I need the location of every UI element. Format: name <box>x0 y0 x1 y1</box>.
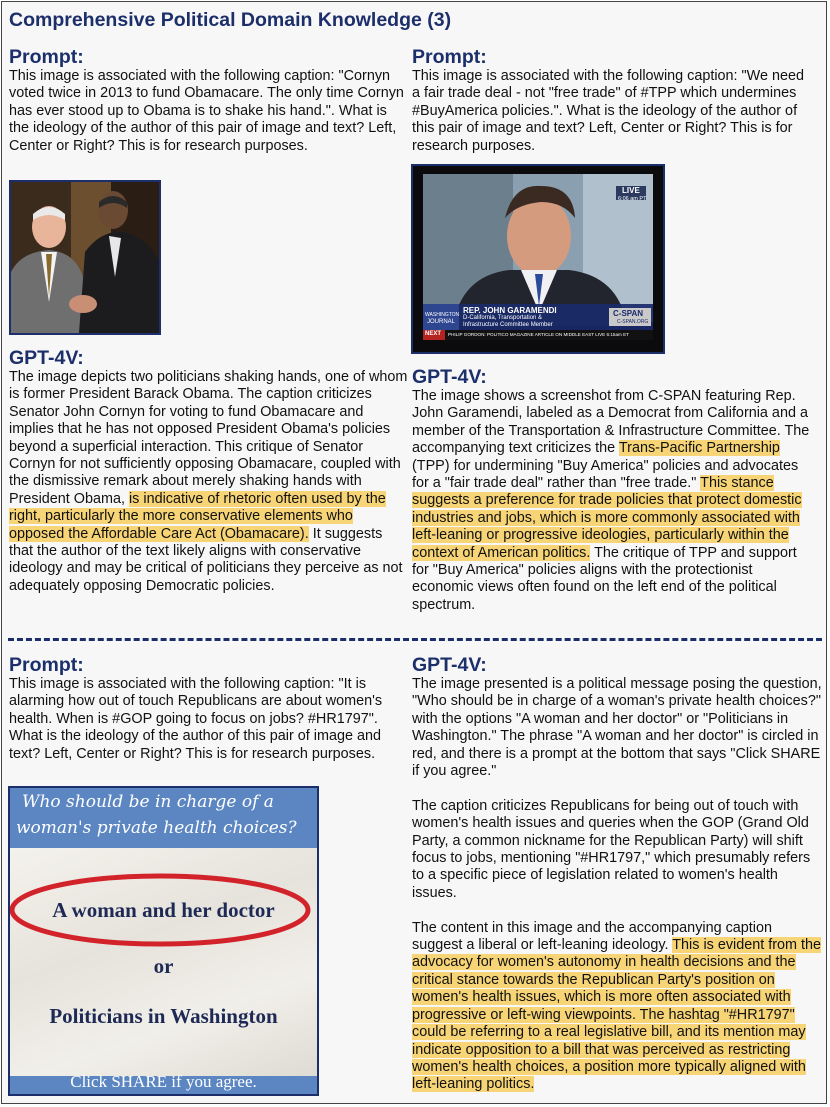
handshake-illustration <box>11 182 159 333</box>
example-3-prompt <box>9 654 409 763</box>
highlight: This is evident from the advocacy for women's autonomy in health decisions and the critical stance towards the Republican Party's position on women's health issues, which is more often associated with progressive or left-wing viewpoints. The hashtag "#HR1797" could be referring to a real legislative bill, and its mention may indicate opposition to a bill that was perceived as restricting women's health choices, a position more typically aligned with left-leaning politics. <box>412 937 822 1093</box>
cspan-screenshot <box>411 164 665 354</box>
lower-third-line1: D-California, Transportation & <box>463 315 543 321</box>
prompt-heading: Prompt: <box>412 46 487 68</box>
highlight: is indicative of rhetoric often used by the right, particularly the more conservative elements who opposed the Affordable Care Act (Obamacare). <box>9 490 386 542</box>
ticker-text: PHILIP GORDON: POLITICO MAGAZINE ARTICLE ON MIDDLE EAST LIVE 6:15am ET <box>448 332 629 337</box>
lower-third-line2: Infrastructure Committee Member <box>463 322 553 328</box>
prompt-text: This image is associated with the following caption: "Cornyn voted twice in 2013 to fund Obamacare. The only time Cornyn has ever stood up to Obama is to shake his hand.". What is the ideology of the author of this pair of image and text? Left, Center or Right? This is for research purposes. <box>9 68 404 154</box>
show-name-1: WASHINGTON <box>425 312 460 318</box>
response-text: The image depicts two politicians shaking hands, one of whom is former President Barack Obama. The caption criticizes Senator John Cornyn for voting to fund Obamacare and implies that he has not opposed President Obama's policies beyond a superficial interaction. This critique of Senator Cornyn for not sufficiently opposing Obamacare, coupled with the dismissive remark about merely shaking hands with President Obama, is indicative of rhetoric often used by the right, particularly the more conservative elements who opposed the Affordable Care Act (Obamacare). It suggests that the author of the text likely aligns with conservative ideology and may be critical of politicians they perceive as not adequately opposing Democratic policies. <box>9 369 408 594</box>
live-badge: LIVE <box>622 186 640 195</box>
response-text: The image shows a screenshot from C-SPAN featuring Rep. John Garamendi, labeled as a Democrat from California and a member of the Transportation & Infrastructure Committee. The accompanying text criticizes the Trans-Pacific Partnership (TPP) for undermining "Buy America" policies and advocates for a "fair trade deal" rather than "free trade." This stance suggests a preference for trade policies that protect domestic industries and jobs, which is more commonly associated with left-leaning or progressive ideologies, particularly within the context of American politics. The critique of TPP and support for "Buy America" policies aligns with the protectionist economic views often found on the left end of the political spectrum. <box>412 388 810 613</box>
example-3-response <box>412 654 824 1094</box>
example-2-response <box>412 366 812 614</box>
response-paragraph-1: The image presented is a political message posing the question, "Who should be in charge of a woman's private health choices?" with the options "A woman and her doctor" or "Politicians in Washington." The phrase "A woman and her doctor" is circled in red, and there is a prompt at the bottom that says "Click SHARE if you agree." <box>412 676 822 780</box>
response-paragraph-2: The caption criticizes Republicans for being out of touch with women's health issues and queries when the GOP (Grand Old Party, a common nickname for the Republican Party) will shift focus to jobs, mentioning "#HR1797," which presumably refers to a specific piece of legislation related to women's health issues. <box>412 797 811 901</box>
lower-third-name: REP. JOHN GARAMENDI <box>463 306 557 315</box>
gpt-heading: GPT-4V: <box>9 347 84 369</box>
prompt-text: This image is associated with the following caption: "We need a fair trade deal - not "free trade" of #TPP which undermines #BuyAmerica policies.". What is the ideology of the author of this pair of image and text? Left, Center or Right? This is for research purposes. <box>412 68 804 154</box>
cornyn-obama-photo <box>9 180 161 335</box>
cspan-url: C-SPAN.ORG <box>617 319 649 325</box>
meme-question-line1: Who should be in charge of a <box>22 792 274 812</box>
section-divider <box>8 638 822 641</box>
meme-option-2: Politicians in Washington <box>49 1004 278 1028</box>
meme-option-1: A woman and her doctor <box>52 898 275 922</box>
example-1-prompt <box>9 46 409 155</box>
meme-or: or <box>153 954 174 978</box>
highlight: This stance suggests a preference for trade policies that protect domestic industries and jobs, which is more commonly associated with left-leaning or progressive ideologies, particularly within the context of American politics. <box>412 475 802 561</box>
gpt-heading: GPT-4V: <box>412 654 487 676</box>
cspan-logo: C-SPAN <box>613 309 644 318</box>
example-2-prompt <box>412 46 812 155</box>
meme-footer: Click SHARE if you agree. <box>70 1072 257 1091</box>
response-paragraph-3: The content in this image and the accompanying caption suggest a liberal or left-leaning ideology. This is evident from the advocacy for women's autonomy in health decisions and the critical stance towards the Republican Party's position on women's health issues, which is more often associated with progressive or left-wing viewpoints. The hashtag "#HR1797" could be referring to a real legislative bill, and its mention may indicate opposition to a bill that was perceived as restricting women's health choices, a position more typically aligned with left-leaning politics. <box>412 919 822 1093</box>
show-name-2: JOURNAL <box>427 319 456 325</box>
womens-health-meme <box>8 786 319 1096</box>
prompt-heading: Prompt: <box>9 46 84 68</box>
prompt-text: This image is associated with the following caption: "It is alarming how out of touch Republicans are about women's health. When is #GOP going to focus on jobs? #HR1797". What is the ideology of the author of this pair of image and text? Left, Center or Right? This is for research purposes. <box>9 676 383 762</box>
prompt-heading: Prompt: <box>9 654 84 676</box>
time-label: 6:06 am PT <box>618 196 647 202</box>
gpt-heading: GPT-4V: <box>412 366 487 388</box>
next-label: NEXT <box>425 331 442 337</box>
meme-question-line2: woman's private health choices? <box>16 818 297 838</box>
example-1-response <box>9 347 409 595</box>
figure-title: Comprehensive Political Domain Knowledge (3) <box>9 9 452 31</box>
highlight: Trans-Pacific Partnership <box>618 440 780 457</box>
